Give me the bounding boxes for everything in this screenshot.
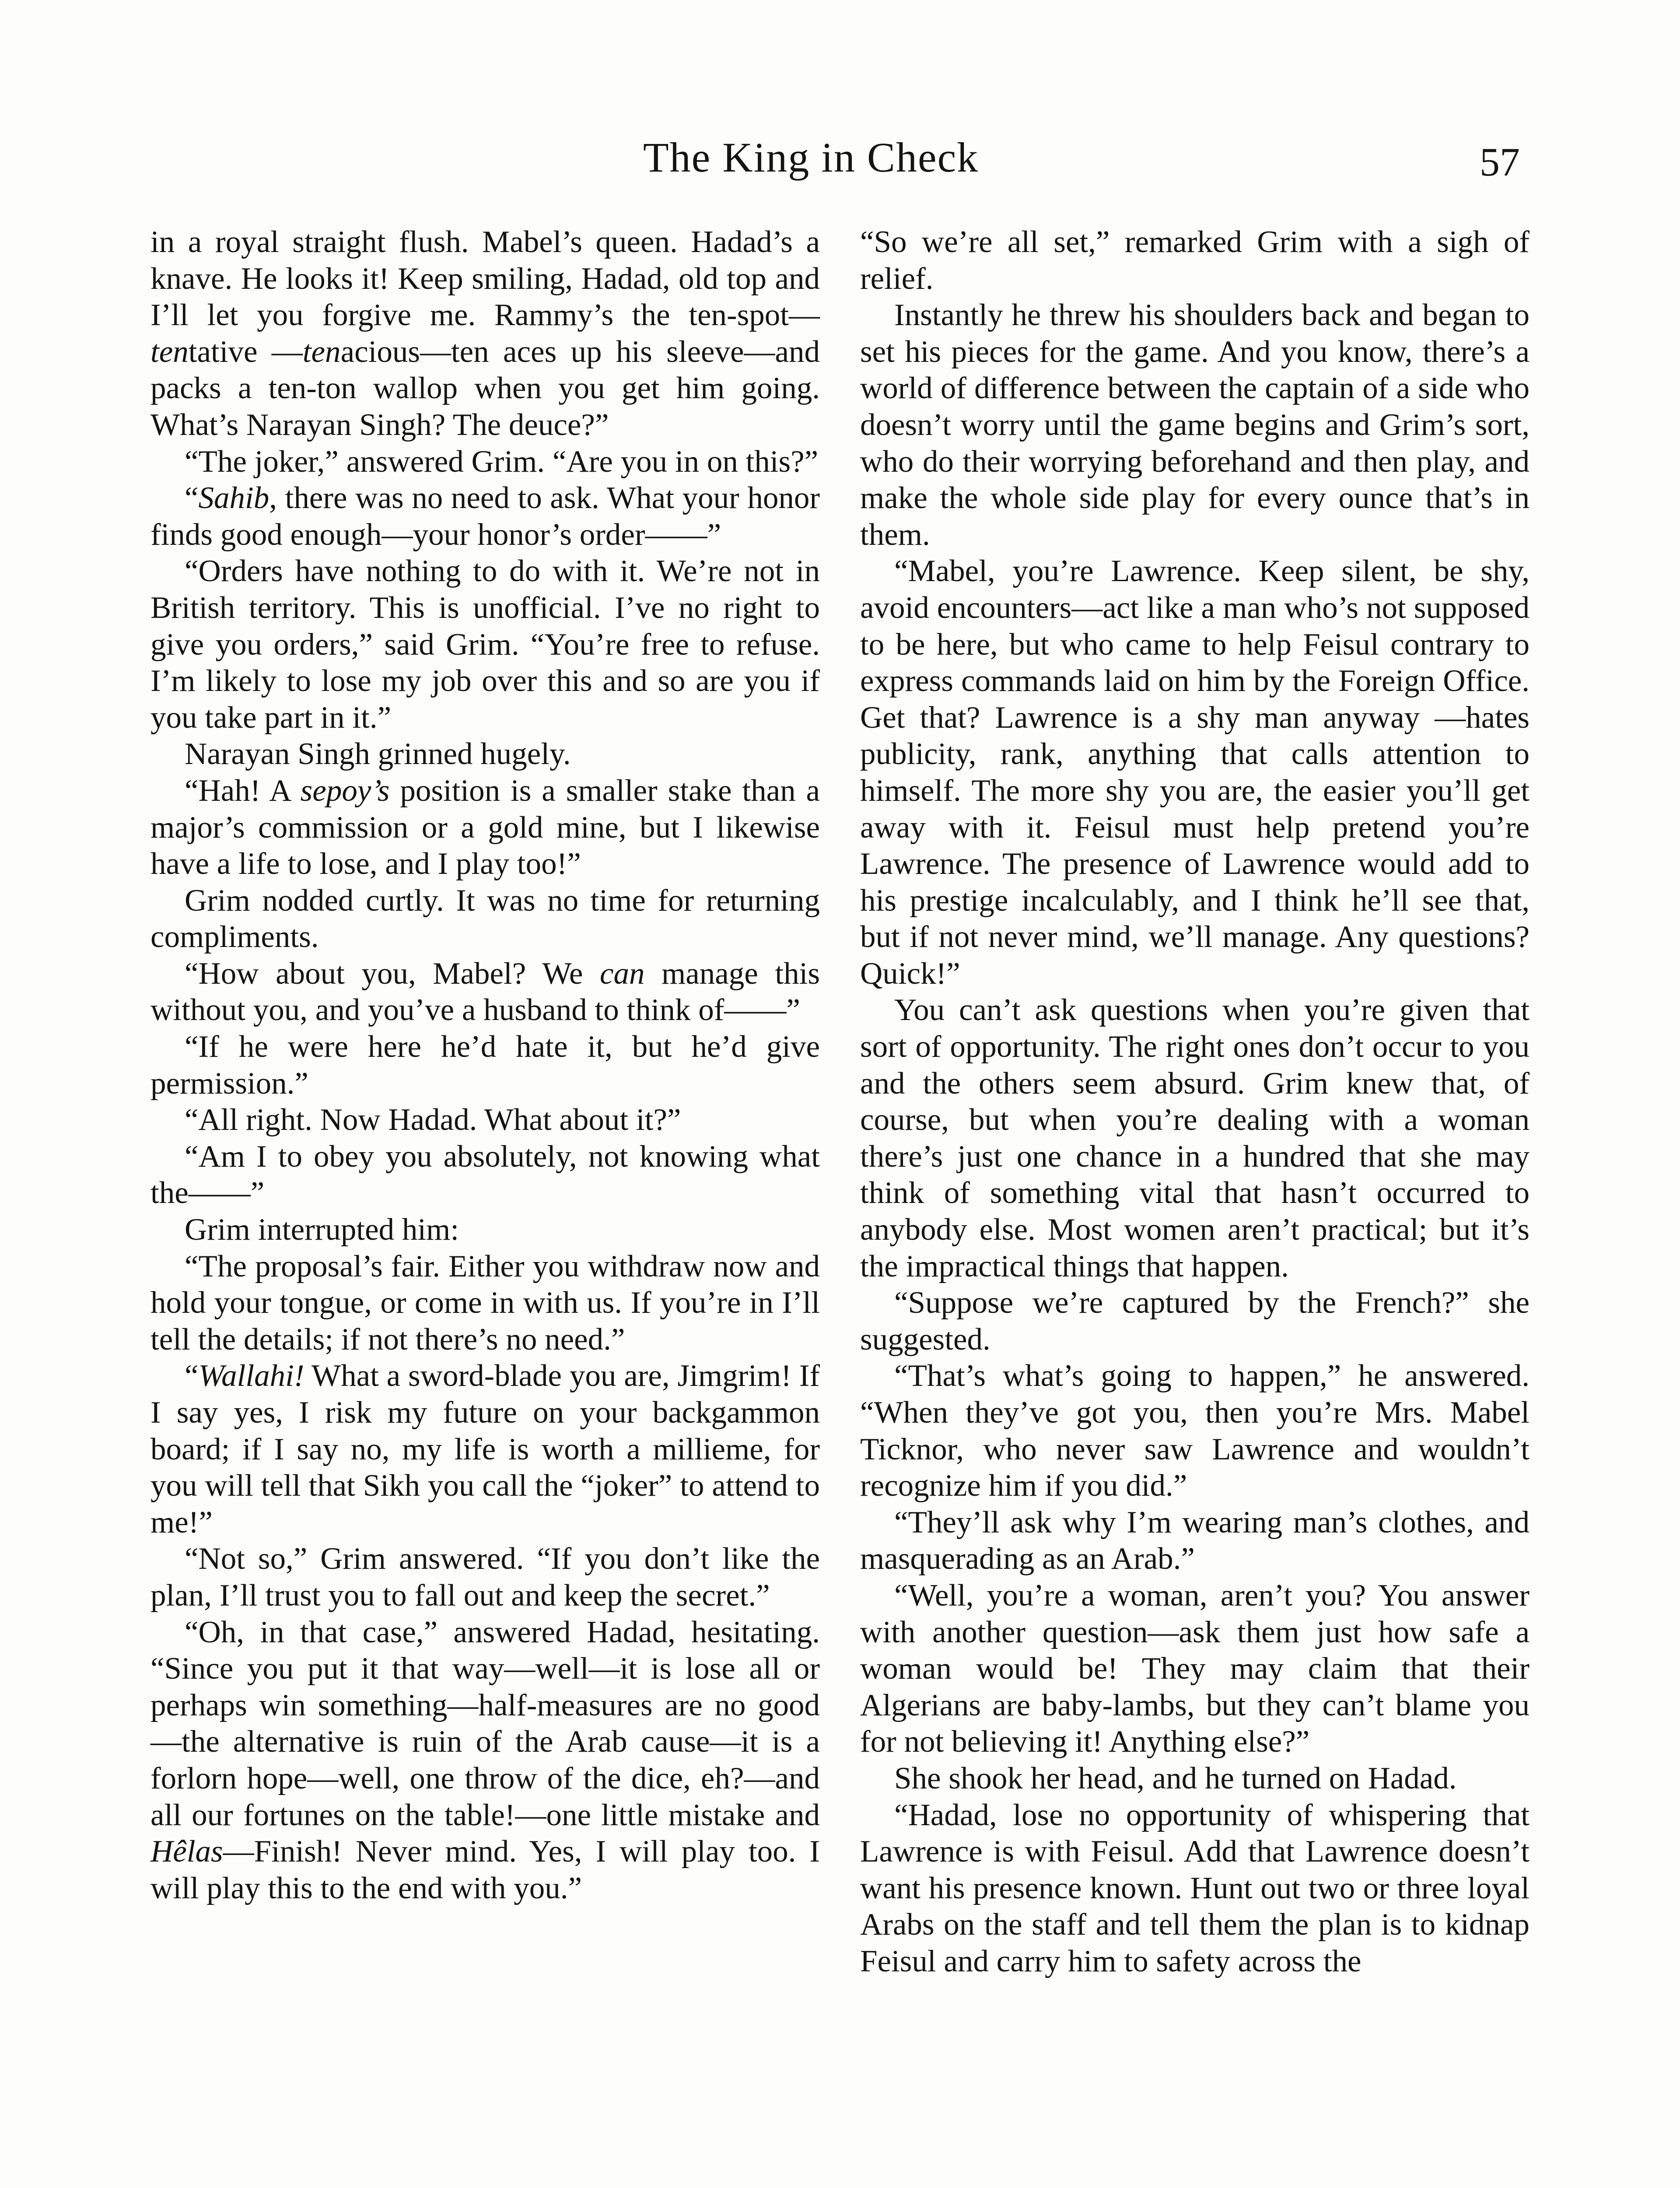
paragraph: “Wallahi! What a sword-blade you are, Jimgrim! If I say yes, I risk my future on your backgammon board; if I say no, my life is worth a millieme, for you will tell that Sikh you call the “joker” to attend to me!” [150,1359,820,1539]
paragraph: Grim nodded curtly. It was no time for returning compliments. [150,883,820,954]
paragraph: “Not so,” Grim answered. “If you don’t like the plan, I’ll trust you to fall out and keep the secret.” [150,1542,820,1613]
paragraph: Instantly he threw his shoulders back and began to set his pieces for the game. And you know, there’s a world of difference between the captain of a side who doesn’t worry until the game begins and Grim’s sort, who do their worrying beforehand and then play, and make the whole side play for every ounce that’s in them. [860,298,1530,552]
page-header [0,127,1680,188]
paragraph: She shook her head, and he turned on Hadad. [894,1761,1457,1795]
left-text-column [150,224,820,1907]
paragraph: “All right. Now Hadad. What about it?” [185,1103,681,1137]
paragraph: Narayan Singh grinned hugely. [185,737,571,771]
right-text-column [860,224,1530,1980]
paragraph: “The proposal’s fair. Either you withdraw now and hold your tongue, or come in with us. If you’re in I’ll tell the details; if not there’s no need.” [150,1249,820,1357]
paragraph: “Suppose we’re captured by the French?” she suggested. [860,1286,1530,1357]
paragraph: “They’ll ask why I’m wearing man’s clothes, and masquerading as an Arab.” [860,1505,1530,1576]
paragraph: “How about you, Mabel? We can manage this without you, and you’ve a husband to think of——” [150,956,820,1027]
paragraph: “That’s what’s going to happen,” he answered. “When they’ve got you, then you’re Mrs. Mabel Ticknor, who never saw Lawrence and wouldn’t recognize him if you did.” [860,1359,1530,1503]
paragraph: “So we’re all set,” remarked Grim with a sigh of relief. [860,225,1530,296]
paragraph: “Mabel, you’re Lawrence. Keep silent, be shy, avoid encounters—act like a man who’s not supposed to be here, but who came to help Feisul contrary to express commands laid on him by the Foreign Office. Get that? Lawrence is a shy man anyway —hates publicity, rank, anything that calls attention to himself. The more shy you are, the easier you’ll get away with it. Feisul must help pretend you’re Lawrence. The presence of Lawrence would add to his prestige incalculably, and I think he’ll see that, but if not never mind, we’ll manage. Any questions? Quick!” [860,554,1530,991]
paragraph: “Sahib, there was no need to ask. What your honor finds good enough—your honor’s order——” [150,481,820,552]
paragraph: “Oh, in that case,” answered Hadad, hesitating. “Since you put it that way—well—it is lose all or perhaps win something—half-measures are no good—the alternative is ruin of the Arab cause—it is a forlorn hope—well, one throw of the dice, eh?—and all our fortunes on the table!—one little mistake and Hêlas—Finish! Never mind. Yes, I will play too. I will play this to the end with you.” [150,1615,820,1905]
paragraph: Grim interrupted him: [185,1213,459,1247]
paragraph: in a royal straight flush. Mabel’s queen. Hadad’s a knave. He looks it! Keep smiling, Hadad, old top and I’ll let you forgive me. Rammy’s the ten-spot—tentative —tenacious—ten aces up his sleeve—and packs a ten-ton wallop when you get him going. What’s Narayan Singh? The deuce?” [150,225,820,442]
paragraph: “Orders have nothing to do with it. We’re not in British territory. This is unofficial. I’ve no right to give you orders,” said Grim. “You’re free to refuse. I’m likely to lose my job over this and so are you if you take part in it.” [150,554,820,735]
running-title: The King in Check [643,134,979,181]
page-number: 57 [1480,140,1520,184]
paragraph: “Well, you’re a woman, aren’t you? You answer with another question—ask them just how safe a woman would be! They may claim that their Algerians are baby-lambs, but they can’t blame you for not believing it! Anything else?” [860,1578,1530,1759]
paragraph: “If he were here he’d hate it, but he’d give permission.” [150,1030,820,1101]
paragraph: “The joker,” answered Grim. “Are you in on this?” [185,444,819,479]
paragraph: “Am I to obey you absolutely, not knowing what the——” [150,1139,820,1210]
paragraph: “Hah! A sepoy’s position is a smaller stake than a major’s commission or a gold mine, but I likewise have a life to lose, and I play too!” [150,773,820,881]
paragraph: You can’t ask questions when you’re given that sort of opportunity. The right ones don’t occur to you and the others seem absurd. Grim knew that, of course, but when you’re dealing with a woman there’s just one chance in a hundred that she may think of something vital that hasn’t occurred to anybody else. Most women aren’t practical; but it’s the impractical things that happen. [860,993,1530,1283]
paragraph: “Hadad, lose no opportunity of whispering that Lawrence is with Feisul. Add that Lawrence doesn’t want his presence known. Hunt out two or three loyal Arabs on the staff and tell them the plan is to kidnap Feisul and carry him to safety across the [860,1798,1530,1978]
